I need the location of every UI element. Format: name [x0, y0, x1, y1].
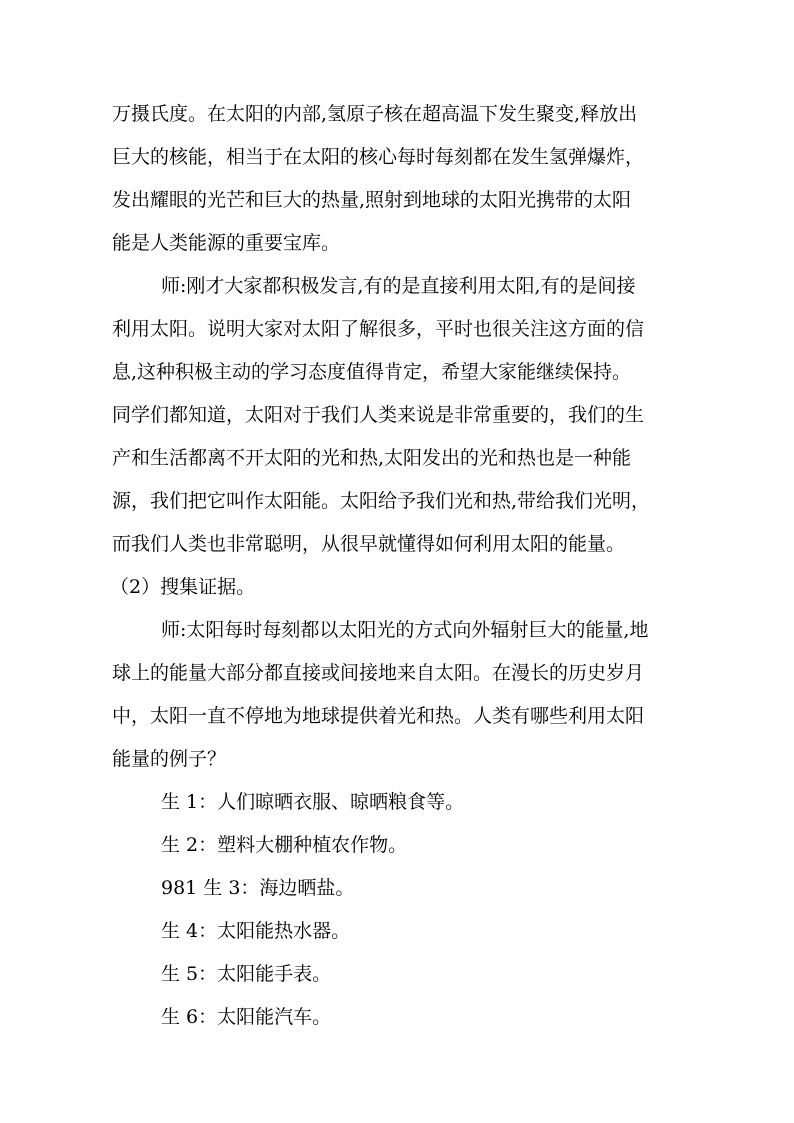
paragraph-line: 球上的能量大部分都直接或间接地来自太阳。在漫长的历史岁月 [112, 662, 645, 684]
paragraph-line: 中，太阳一直不停地为地球提供着光和热。人类有哪些利用太阳 [112, 705, 645, 727]
paragraph-line: 产和生活都离不开太阳的光和热,太阳发出的光和热也是一种能 [112, 447, 632, 469]
student-answer-line: 生 1：人们晾晒衣服、晾晒粮食等。 [161, 791, 465, 813]
paragraph-line: 同学们都知道，太阳对于我们人类来说是非常重要的，我们的生 [112, 404, 645, 426]
student-answer-line: 生 2：塑料大棚种植农作物。 [161, 834, 408, 856]
student-answer-line: 生 6：太阳能汽车。 [161, 1006, 332, 1028]
paragraph-line: 师:太阳每时每刻都以太阳光的方式向外辐射巨大的能量,地 [161, 619, 649, 641]
section-heading: （2）搜集证据。 [110, 576, 256, 598]
paragraph-line: 而我们人类也非常聪明，从很早就懂得如何利用太阳的能量。 [112, 533, 626, 555]
paragraph-line: 利用太阳。说明大家对太阳了解很多，平时也很关注这方面的信 [112, 318, 645, 340]
paragraph-line: 巨大的核能，相当于在太阳的核心每时每刻都在发生氢弹爆炸， [112, 146, 645, 168]
student-answer-line: 生 5：太阳能手表。 [161, 963, 332, 985]
paragraph-line: 源，我们把它叫作太阳能。太阳给予我们光和热,带给我们光明， [112, 490, 651, 512]
paragraph-line: 发出耀眼的光芒和巨大的热量,照射到地球的太阳光携带的太阳 [112, 189, 632, 211]
paragraph-line: 万摄氏度。在太阳的内部,氢原子核在超高温下发生聚变,释放出 [112, 103, 638, 125]
paragraph-line: 师:刚才大家都积极发言,有的是直接利用太阳,有的是间接 [161, 275, 636, 297]
student-answer-line: 981 生 3：海边晒盐。 [161, 877, 355, 899]
paragraph-line: 能是人类能源的重要宝库。 [112, 232, 341, 254]
paragraph-line: 息,这种积极主动的学习态度值得肯定，希望大家能继续保持。 [112, 361, 632, 383]
student-answer-line: 生 4：太阳能热水器。 [161, 920, 351, 942]
paragraph-line: 能量的例子？ [112, 748, 227, 770]
